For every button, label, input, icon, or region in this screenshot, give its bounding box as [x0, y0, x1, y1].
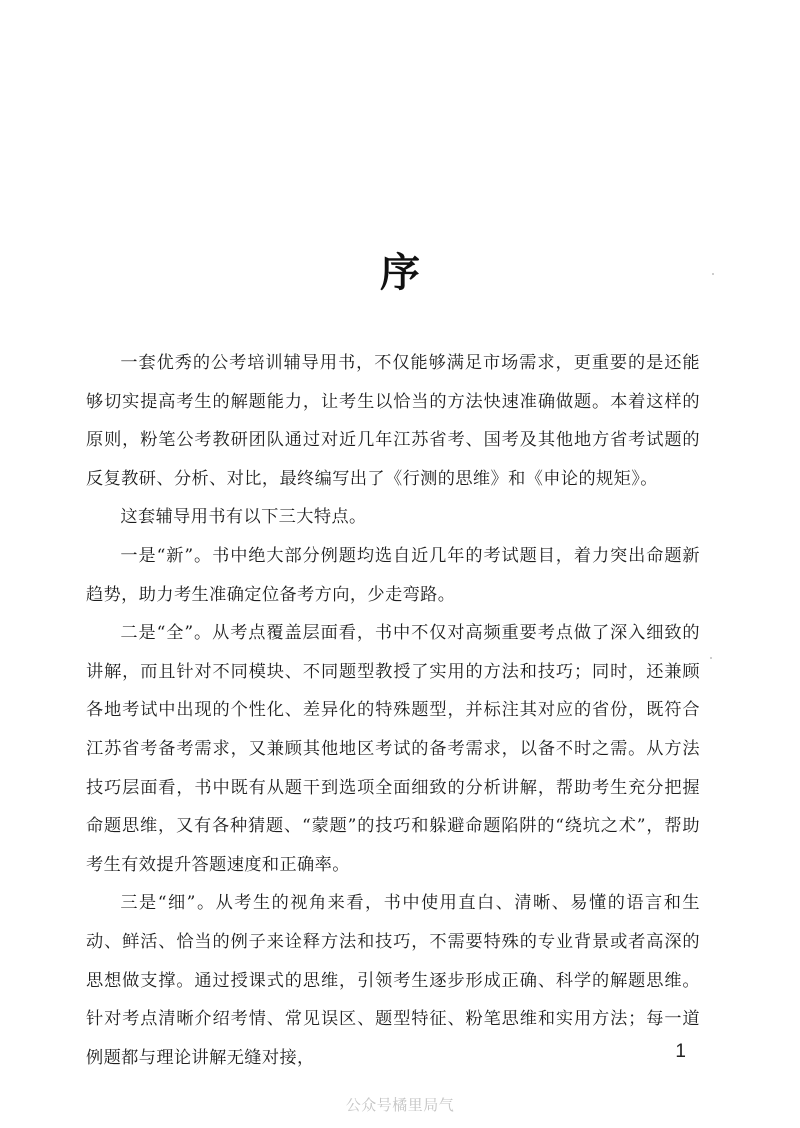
- body-text: [86, 344, 700, 1077]
- scan-speck: [710, 657, 712, 659]
- paragraph-feature-new: 一是“新”。书中绝大部分例题均选自近几年的考试题目，着力突出命题新趋势，助力考生准确定位备考方向，少走弯路。: [86, 545, 700, 605]
- page-title: 序: [380, 249, 420, 296]
- scan-speck: [712, 273, 714, 275]
- paragraph-feature-detailed: 三是“细”。从考生的视角来看，书中使用直白、清晰、易懂的语言和生动、鲜活、恰当的例子来诠释方法和技巧，不需要特殊的专业背景或者高深的思想做支撑。通过授课式的思维，引领考生逐步形成正确、科学的解题思维。针对考点清晰介绍考情、常见误区、题型特征、粉笔思维和实用方法；每一道例题都与理论讲解无缝对接，: [86, 893, 700, 1068]
- paragraph-intro: 一套优秀的公考培训辅导用书，不仅能够满足市场需求，更重要的是还能够切实提高考生的解题能力，让考生以恰当的方法快速准确做题。本着这样的原则，粉笔公考教研团队通过对近几年江苏省考、国考及其他地方省考试题的反复教研、分析、对比，最终编写出了《行测的思维》和《申论的规矩》。: [86, 353, 700, 489]
- paragraph-features-lead: 这套辅导用书有以下三大特点。: [120, 507, 367, 528]
- page-number: 1: [675, 1041, 686, 1062]
- paragraph-feature-complete: 二是“全”。从考点覆盖层面看，书中不仅对高频重要考点做了深入细致的讲解，而且针对不同模块、不同题型教授了实用的方法和技巧；同时，还兼顾各地考试中出现的个性化、差异化的特殊题型，并标注其对应的省份，既符合江苏省考备考需求，又兼顾其他地区考试的备考需求，以备不时之需。从方法技巧层面看，书中既有从题干到选项全面细致的分析讲解，帮助考生充分把握命题思维，又有各种猜题、“蒙题”的技巧和躲避命题陷阱的“绕坑之术”，帮助考生有效提升答题速度和正确率。: [86, 623, 700, 875]
- watermark-text: 公众号橘里局气: [345, 1096, 455, 1114]
